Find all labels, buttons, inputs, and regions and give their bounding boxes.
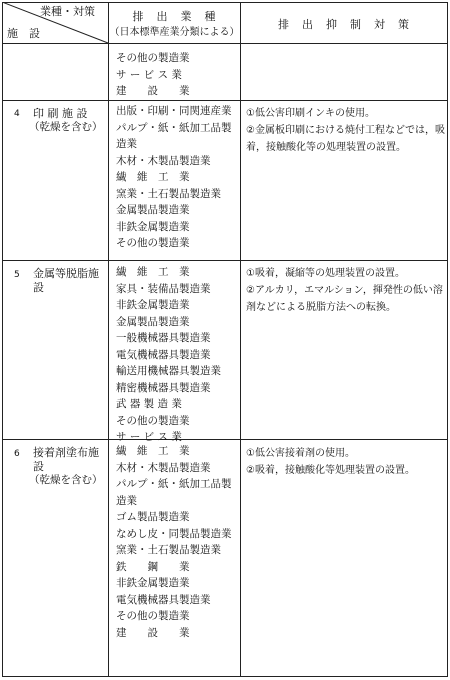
industry-list bbox=[116, 103, 232, 252]
facility-note: （乾燥を含む） bbox=[29, 121, 103, 133]
industry-item: 木材・木製品製造業 bbox=[116, 461, 211, 474]
emission-control-table bbox=[2, 2, 448, 677]
corner-label-facility: 施 設 bbox=[7, 27, 40, 40]
industry-item: 精密機械器具製造業 bbox=[116, 381, 211, 394]
industry-item: 繊 維 工 業 bbox=[116, 445, 190, 457]
facility-name: 金属等脱脂施 bbox=[33, 267, 99, 280]
industry-item: 繊 維 工 業 bbox=[116, 266, 190, 278]
industry-item: その他の製造業 bbox=[116, 237, 190, 249]
measure-item: ②アルカリ，エマルション，揮発性の低い溶剤などによる脱脂方法への転換。 bbox=[246, 285, 443, 313]
industry-list bbox=[116, 264, 221, 446]
industry-item: 造業 bbox=[116, 138, 137, 150]
industry-item: 一般機械器具製造業 bbox=[116, 332, 211, 344]
column-divider-1 bbox=[108, 2, 109, 677]
industry-item: 家具・装備品製造業 bbox=[116, 282, 211, 295]
facility-name: 接着剤塗布施 bbox=[33, 446, 99, 459]
measure-item: ①低公害接着剤の使用。 bbox=[246, 448, 355, 459]
industry-column-header: 排 出 業 種 bbox=[132, 10, 217, 23]
industry-item: 金属製品製造業 bbox=[116, 204, 190, 216]
industry-column-subheader: （日本標準産業分類による） bbox=[109, 27, 240, 38]
facility-name-cont: 設 bbox=[33, 460, 44, 473]
measures-list bbox=[246, 445, 446, 479]
measure-item: ①吸着，凝縮等の処理装置の設置。 bbox=[246, 268, 405, 279]
industry-item: その他の製造業 bbox=[116, 610, 190, 622]
measures-list bbox=[246, 105, 446, 156]
industry-item: ゴム製品製造業 bbox=[116, 511, 190, 523]
industry-item: 武 器 製 造 業 bbox=[116, 398, 182, 410]
table-border-left bbox=[2, 2, 3, 677]
facility-name: 印 刷 施 設 bbox=[33, 107, 88, 120]
row-divider bbox=[2, 260, 448, 261]
industry-item: 金属製品製造業 bbox=[116, 315, 190, 328]
industry-item: その他の製造業 bbox=[116, 52, 190, 64]
measures-list bbox=[246, 265, 446, 316]
industry-item: サ ー ビ ス 業 bbox=[116, 68, 182, 81]
measure-item: ①低公害印刷インキの使用。 bbox=[246, 108, 375, 119]
industry-item: 造業 bbox=[116, 494, 137, 507]
industry-item: 建 設 業 bbox=[116, 626, 190, 639]
industry-item: 鉄 鋼 業 bbox=[116, 560, 190, 573]
industry-item: その他の製造業 bbox=[116, 414, 190, 427]
row-divider bbox=[2, 100, 448, 101]
measure-item: ②金属板印刷における焼付工程などでは，吸着，接触酸化等の処理装置の設置。 bbox=[246, 125, 445, 153]
industry-item: 電気機械器具製造業 bbox=[116, 348, 211, 361]
row-number: 5 bbox=[14, 270, 20, 280]
industry-item: 電気機械器具製造業 bbox=[116, 593, 211, 606]
industry-item: パルプ・紙・紙加工品製 bbox=[116, 478, 232, 490]
row-divider bbox=[2, 439, 448, 440]
industry-item: パルプ・紙・紙加工品製 bbox=[116, 121, 232, 134]
industry-item: 建 設 業 bbox=[116, 85, 190, 97]
industry-item: 繊 維 工 業 bbox=[116, 171, 190, 183]
continuation-industry-list bbox=[116, 50, 190, 100]
measure-item: ②吸着，接触酸化等処理装置の設置。 bbox=[246, 465, 415, 476]
industry-list bbox=[116, 443, 232, 641]
row-number: 4 bbox=[14, 109, 20, 119]
row-number: 6 bbox=[14, 449, 20, 459]
industry-item: 非鉄金属製造業 bbox=[116, 220, 190, 233]
table-border-bottom bbox=[2, 676, 448, 677]
industry-item: 非鉄金属製造業 bbox=[116, 299, 190, 311]
industry-item: 輸送用機械器具製造業 bbox=[116, 365, 221, 377]
facility-name-cont: 設 bbox=[33, 281, 44, 294]
industry-item: サ ー ビ ス 業 bbox=[116, 431, 182, 443]
column-divider-2 bbox=[240, 2, 241, 677]
industry-item: なめし皮・同製品製造業 bbox=[116, 527, 232, 540]
industry-item: 非鉄金属製造業 bbox=[116, 577, 190, 589]
industry-item: 木材・木製品製造業 bbox=[116, 154, 211, 167]
industry-item: 窯業・土石製品製造業 bbox=[116, 187, 221, 200]
measures-column-header: 排 出 抑 制 対 策 bbox=[278, 18, 410, 31]
facility-note: （乾燥を含む） bbox=[29, 474, 103, 486]
table-border-right bbox=[447, 2, 448, 677]
industry-item: 窯業・土石製品製造業 bbox=[116, 544, 221, 556]
industry-item: 出版・印刷・同関連産業 bbox=[116, 105, 232, 117]
corner-label-industry-measure: 業種・対策 bbox=[40, 5, 95, 18]
